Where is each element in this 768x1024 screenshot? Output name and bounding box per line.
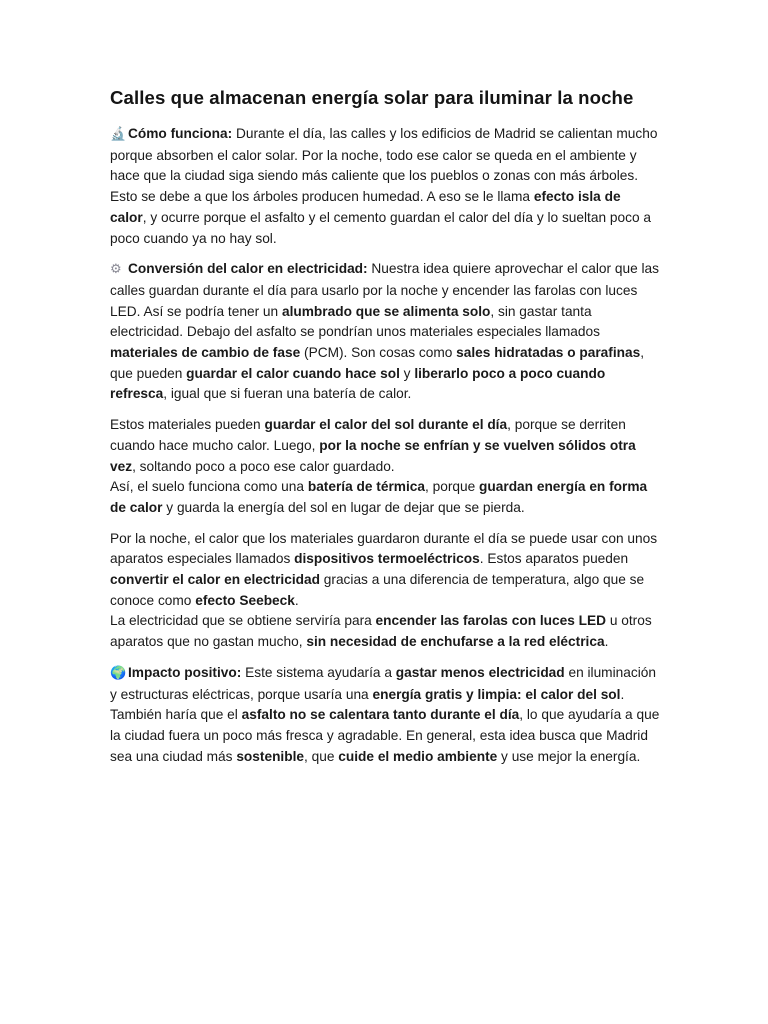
microscope-icon: 🔬 bbox=[110, 127, 127, 142]
text-run: . Estos aparatos pueden bbox=[479, 551, 629, 567]
paragraph-termoelectricos bbox=[110, 529, 660, 612]
section-lead-conversion: Conversión del calor en electricidad: bbox=[128, 261, 368, 277]
text-run: . También haría que el bbox=[110, 686, 625, 723]
bold-run: efecto isla de calor bbox=[110, 189, 621, 225]
text-run: Así, el suelo funciona como una bbox=[110, 479, 308, 495]
text-run: , que bbox=[304, 748, 339, 764]
text-run: . bbox=[604, 634, 609, 650]
text-run: Durante el día, las calles y los edificios de Madrid se calientan mucho porque absorben el calor solar. Por la noche, todo ese calor se queda en el ambiente y hace que la ciudad siga siendo más caliente que los pueblos o zonas con más árboles. Esto se debe a que los árboles producen humedad. A eso se le llama bbox=[110, 126, 658, 205]
bold-run: guardar el calor del sol durante el día bbox=[264, 417, 508, 433]
document-title: Calles que almacenan energía solar para iluminar la noche bbox=[110, 87, 634, 108]
bold-run: convertir el calor en electricidad bbox=[110, 572, 320, 588]
text-run: , igual que si fueran una batería de calor. bbox=[163, 386, 412, 402]
bold-run: alumbrado que se alimenta solo bbox=[281, 303, 491, 319]
globe-icon: 🌍 bbox=[110, 665, 127, 681]
paragraph-electricidad bbox=[110, 611, 660, 652]
text-run: , y ocurre porque el asfalto y el cemento guardan el calor del día y lo sueltan poco a poco cuando ya no hay sol. bbox=[110, 209, 651, 246]
bold-run: energía gratis y limpia: el calor del sol bbox=[372, 686, 621, 702]
text-run: , que pueden bbox=[110, 345, 645, 381]
text-run: y bbox=[399, 365, 415, 381]
bold-run: gastar menos electricidad bbox=[395, 664, 565, 680]
text-run: , porque se derriten cuando hace mucho calor. Luego, bbox=[110, 417, 626, 453]
paragraph-impacto bbox=[110, 663, 660, 768]
text-run: Estos materiales pueden bbox=[110, 417, 265, 433]
text-run: y guarda la energía del sol en lugar de dejar que se pierda. bbox=[162, 499, 525, 515]
bold-run: materiales de cambio de fase bbox=[110, 345, 301, 361]
paragraph-bateria bbox=[110, 477, 660, 518]
text-run: Este sistema ayudaría a bbox=[241, 664, 396, 680]
bold-run: batería de térmica bbox=[307, 479, 425, 495]
paragraph-como-funciona bbox=[110, 124, 660, 249]
bold-run: liberarlo poco a poco cuando refresca bbox=[110, 365, 606, 402]
text-run: , sin gastar tanta electricidad. Debajo del asfalto se pondrían unos materiales especiales llamados bbox=[110, 303, 600, 340]
gear-icon: ⚙ bbox=[110, 262, 122, 278]
bold-run: por la noche se enfrían y se vuelven sólidos otra vez bbox=[110, 437, 636, 474]
text-run: , porque bbox=[425, 479, 480, 495]
bold-run: sostenible bbox=[236, 748, 305, 764]
text-run: , lo que ayudaría a que la ciudad fuera un poco más fresca y agradable. En general, esta idea busca que Madrid sea una ciudad más bbox=[110, 707, 660, 764]
text-run: gracias a una diferencia de temperatura, algo que se conoce como bbox=[110, 572, 645, 608]
text-run: en iluminación y estructuras eléctricas, porque usaría una bbox=[110, 664, 656, 702]
paragraph-conversion bbox=[110, 259, 660, 405]
bold-run: guardar el calor cuando hace sol bbox=[186, 365, 400, 381]
section-lead-como-funciona: Cómo funciona: bbox=[128, 126, 233, 141]
text-run: (PCM). Son cosas como bbox=[300, 345, 457, 361]
text-run: . bbox=[294, 592, 299, 608]
text-run: Por la noche, el calor que los materiales guardaron durante el día se puede usar con unos aparatos especiales llamados bbox=[110, 530, 658, 567]
bold-run: cuide el medio ambiente bbox=[338, 748, 498, 764]
text-run: y use mejor la energía. bbox=[497, 748, 641, 764]
bold-run: sin necesidad de enchufarse a la red eléctrica bbox=[306, 634, 605, 650]
text-run: Nuestra idea quiere aprovechar el calor que las calles guardan durante el día para usarlo por la noche y encender las farolas con luces LED. Así se podría tener un bbox=[110, 261, 660, 319]
bold-run: sales hidratadas o parafinas bbox=[456, 345, 641, 361]
bold-run: dispositivos termoeléctricos bbox=[294, 551, 480, 567]
bold-run: asfalto no se calentara tanto durante el día bbox=[241, 707, 520, 723]
bold-run: guardan energía en forma de calor bbox=[110, 479, 648, 515]
text-run: u otros aparatos que no gastan mucho, bbox=[110, 613, 652, 650]
bold-run: encender las farolas con luces LED bbox=[375, 613, 607, 629]
text-run: La electricidad que se obtiene serviría para bbox=[110, 613, 376, 629]
paragraph-materiales bbox=[110, 415, 660, 477]
section-lead-impacto: Impacto positivo: bbox=[128, 664, 242, 680]
text-run: , soltando poco a poco ese calor guardado. bbox=[132, 458, 395, 474]
bold-run: efecto Seebeck bbox=[195, 592, 295, 608]
